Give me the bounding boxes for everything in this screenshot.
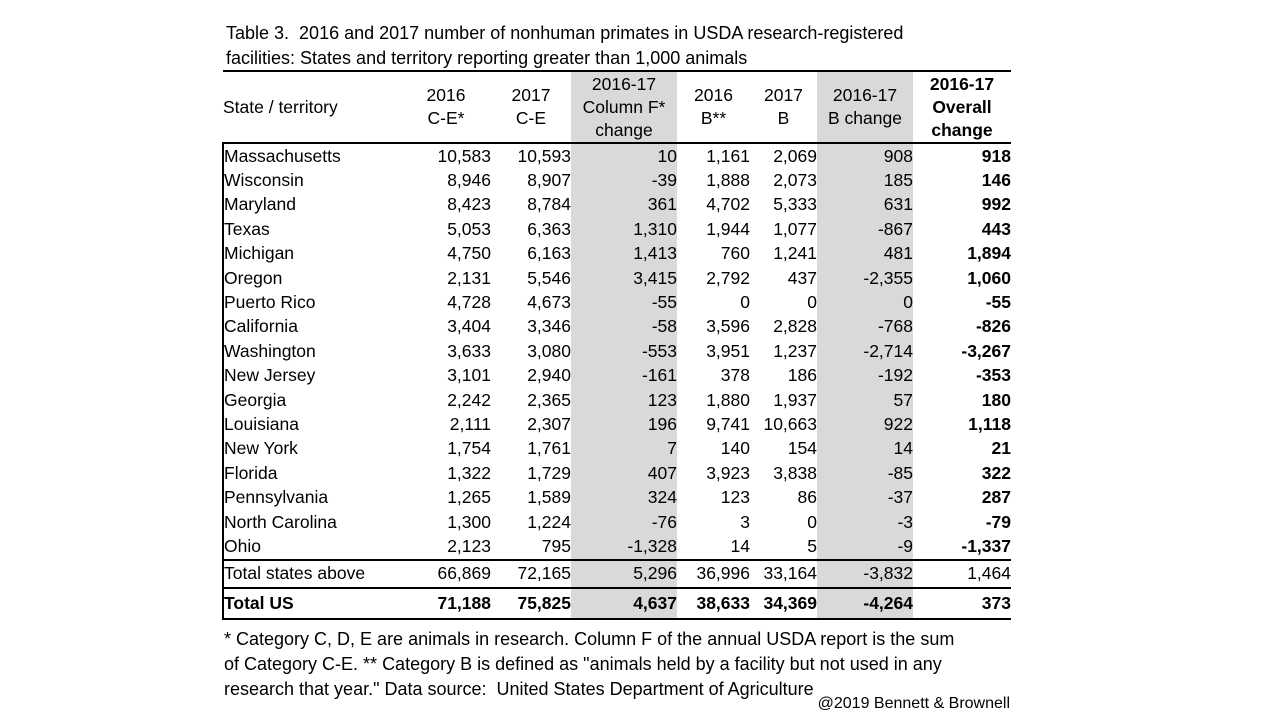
value-cell: 1,880	[706, 389, 750, 410]
value-cell: 361	[571, 193, 677, 217]
value-cell: 2,123	[447, 535, 491, 556]
state-name-cell: Oregon	[223, 266, 401, 290]
value-cell: 1,754	[447, 438, 491, 459]
value-cell: 1,241	[773, 243, 817, 264]
state-name-cell: Total states above	[223, 560, 401, 589]
value-cell: 72,165	[491, 560, 571, 589]
value-cell: 57	[817, 388, 913, 412]
value-cell: -79	[985, 511, 1011, 532]
value-cell: 185	[817, 168, 913, 192]
table-row	[223, 315, 1011, 339]
value-cell: 4,750	[447, 243, 491, 264]
value-cell: -39	[571, 168, 677, 192]
credit-line: @2019 Bennett & Brownell	[817, 695, 1010, 712]
value-cell: 0	[817, 290, 913, 314]
value-cell: 2,365	[527, 389, 571, 410]
table-row	[223, 168, 1011, 192]
value-cell: -37	[817, 485, 913, 509]
value-cell: 1,761	[527, 438, 571, 459]
value-cell: -161	[571, 364, 677, 388]
state-name-cell: North Carolina	[223, 510, 401, 534]
value-cell: 5	[807, 535, 817, 556]
state-name-cell: Florida	[223, 461, 401, 485]
value-cell: 1,944	[706, 218, 750, 239]
table-row	[223, 290, 1011, 314]
table-row	[223, 588, 1011, 619]
value-cell: 7	[571, 437, 677, 461]
value-cell: 1,310	[571, 217, 677, 241]
table-row	[223, 193, 1011, 217]
value-cell: 8,784	[527, 194, 571, 215]
value-cell: -192	[817, 364, 913, 388]
value-cell: 140	[720, 438, 750, 459]
value-cell: 1,060	[967, 267, 1011, 288]
value-cell: 2,940	[527, 365, 571, 386]
value-cell: -55	[985, 292, 1011, 313]
value-cell: 2,307	[527, 413, 571, 434]
table-row	[223, 339, 1011, 363]
table-caption-line-1: Table 3. 2016 and 2017 number of nonhuman primates in USDA research-registered	[226, 23, 904, 43]
value-cell: 38,633	[677, 588, 750, 619]
table-row	[223, 485, 1011, 509]
value-cell: 2,073	[773, 170, 817, 191]
state-name-cell: California	[223, 315, 401, 339]
footnote-line-2: of Category C-E. ** Category B is defined as "animals held by a facility but not used in any	[224, 653, 942, 674]
value-cell: 75,825	[491, 588, 571, 619]
value-cell: 8,423	[447, 194, 491, 215]
value-cell: 196	[571, 412, 677, 436]
state-name-cell: Washington	[223, 339, 401, 363]
state-name-cell: Massachusetts	[223, 143, 401, 168]
value-cell: 186	[787, 365, 817, 386]
value-cell: 3,346	[527, 316, 571, 337]
value-cell: 14	[817, 437, 913, 461]
value-cell: 1,118	[968, 413, 1011, 434]
value-cell: 1,894	[967, 243, 1011, 264]
value-cell: 21	[991, 438, 1011, 459]
table-row	[223, 364, 1011, 388]
value-cell: 1,589	[527, 487, 571, 508]
value-cell: 0	[807, 292, 817, 313]
value-cell: -85	[817, 461, 913, 485]
state-name-cell: Texas	[223, 217, 401, 241]
state-name-cell: Total US	[223, 588, 401, 619]
value-cell: 1,729	[527, 462, 571, 483]
table-row	[223, 242, 1011, 266]
value-cell: 3	[740, 511, 750, 532]
table-footnote	[224, 627, 1014, 701]
value-cell: 1,265	[447, 487, 491, 508]
state-name-cell: Louisiana	[223, 412, 401, 436]
value-cell: 922	[817, 412, 913, 436]
table-row	[223, 560, 1011, 589]
value-cell: 481	[817, 242, 913, 266]
table-body	[223, 143, 1011, 619]
value-cell: 3,596	[706, 316, 750, 337]
value-cell: -3,832	[817, 560, 913, 589]
state-name-cell: Pennsylvania	[223, 485, 401, 509]
value-cell: 5,333	[773, 194, 817, 215]
state-name-cell: New York	[223, 437, 401, 461]
value-cell: 1,413	[571, 242, 677, 266]
state-name-cell: Wisconsin	[223, 168, 401, 192]
value-cell: 1,888	[706, 170, 750, 191]
value-cell: 2,242	[447, 389, 491, 410]
value-cell: 154	[787, 438, 817, 459]
value-cell: -2,714	[817, 339, 913, 363]
value-cell: 0	[807, 511, 817, 532]
value-cell: 1,224	[527, 511, 571, 532]
value-cell: 3,415	[571, 266, 677, 290]
value-cell: 1,464	[913, 560, 1011, 589]
value-cell: 1,237	[773, 340, 817, 361]
value-cell: 2,111	[449, 413, 491, 434]
table-row	[223, 388, 1011, 412]
value-cell: 4,702	[706, 194, 750, 215]
value-cell: 14	[730, 535, 750, 556]
value-cell: 86	[797, 487, 817, 508]
value-cell: 8,907	[527, 170, 571, 191]
value-cell: 4,673	[527, 292, 571, 313]
state-name-cell: New Jersey	[223, 364, 401, 388]
table-row	[223, 412, 1011, 436]
value-cell: -3	[817, 510, 913, 534]
value-cell: 8,946	[447, 170, 491, 191]
value-cell: -1,328	[571, 534, 677, 559]
value-cell: 5,296	[571, 560, 677, 589]
col-header-2017-b: 2017 B	[750, 71, 817, 143]
table-row	[223, 143, 1011, 168]
value-cell: 287	[981, 487, 1011, 508]
value-cell: 760	[720, 243, 750, 264]
value-cell: 6,163	[527, 243, 571, 264]
value-cell: 146	[981, 170, 1011, 191]
value-cell: 443	[981, 218, 1011, 239]
col-header-overall-change: 2016-17 Overall change	[913, 71, 1011, 143]
footnote-line-3: research that year." Data source: United States Department of Agriculture	[224, 678, 814, 699]
value-cell: 1,322	[447, 462, 491, 483]
value-cell: 33,164	[750, 560, 817, 589]
value-cell: 2,828	[773, 316, 817, 337]
value-cell: 2,792	[706, 267, 750, 288]
value-cell: 2,131	[447, 267, 491, 288]
value-cell: -2,355	[817, 266, 913, 290]
table-row	[223, 266, 1011, 290]
value-cell: -826	[975, 316, 1011, 337]
value-cell: 795	[541, 535, 571, 556]
table-caption-line-2: facilities: States and territory reporting greater than 1,000 animals	[226, 48, 748, 68]
value-cell: 1,077	[773, 218, 817, 239]
value-cell: -76	[571, 510, 677, 534]
table-row	[223, 437, 1011, 461]
col-header-2016-b: 2016 B**	[677, 71, 750, 143]
value-cell: 3,923	[706, 462, 750, 483]
value-cell: -1,337	[961, 535, 1011, 556]
state-name-cell: Puerto Rico	[223, 290, 401, 314]
table-row	[223, 534, 1011, 559]
value-cell: 918	[981, 145, 1011, 166]
table-caption	[226, 21, 986, 71]
footnote-line-1: * Category C, D, E are animals in research. Column F of the annual USDA report is the sum	[224, 629, 955, 649]
value-cell: 992	[981, 194, 1011, 215]
primates-data-table	[222, 70, 1011, 620]
value-cell: 378	[720, 365, 750, 386]
value-cell: 34,369	[750, 588, 817, 619]
value-cell: -3,267	[961, 340, 1011, 361]
col-header-column-f-change: 2016-17 Column F* change	[571, 71, 677, 143]
value-cell: 324	[571, 485, 677, 509]
value-cell: 3,080	[527, 340, 571, 361]
value-cell: 3,101	[447, 365, 491, 386]
col-header-state-territory: State / territory	[223, 71, 401, 143]
value-cell: 5,546	[527, 267, 571, 288]
value-cell: 66,869	[401, 560, 491, 589]
col-header-2016-ce: 2016 C-E*	[401, 71, 491, 143]
value-cell: 407	[571, 461, 677, 485]
value-cell: 9,741	[706, 413, 750, 434]
value-cell: 10,663	[763, 413, 817, 434]
value-cell: 3,404	[447, 316, 491, 337]
value-cell: -9	[817, 534, 913, 559]
value-cell: 322	[981, 462, 1011, 483]
value-cell: 123	[571, 388, 677, 412]
value-cell: -553	[571, 339, 677, 363]
value-cell: 908	[817, 143, 913, 168]
state-name-cell: Georgia	[223, 388, 401, 412]
value-cell: -867	[817, 217, 913, 241]
value-cell: 0	[740, 292, 750, 313]
col-header-b-change: 2016-17 B change	[817, 71, 913, 143]
state-name-cell: Maryland	[223, 193, 401, 217]
value-cell: 1,937	[773, 389, 817, 410]
value-cell: 631	[817, 193, 913, 217]
col-header-2017-ce: 2017 C-E	[491, 71, 571, 143]
value-cell: 373	[913, 588, 1011, 619]
table-header-row	[223, 71, 1011, 143]
value-cell: -58	[571, 315, 677, 339]
table-row	[223, 217, 1011, 241]
value-cell: 6,363	[527, 218, 571, 239]
value-cell: 3,838	[773, 462, 817, 483]
value-cell: -55	[571, 290, 677, 314]
table-row	[223, 510, 1011, 534]
value-cell: 123	[720, 487, 750, 508]
state-name-cell: Michigan	[223, 242, 401, 266]
value-cell: 2,069	[773, 145, 817, 166]
value-cell: 180	[981, 389, 1011, 410]
value-cell: 3,633	[447, 340, 491, 361]
value-cell: 10,593	[517, 145, 571, 166]
value-cell: 10	[571, 143, 677, 168]
value-cell: -4,264	[817, 588, 913, 619]
value-cell: 36,996	[677, 560, 750, 589]
value-cell: 71,188	[401, 588, 491, 619]
table-row	[223, 461, 1011, 485]
value-cell: 1,300	[447, 511, 491, 532]
value-cell: 5,053	[447, 218, 491, 239]
value-cell: 3,951	[706, 340, 750, 361]
value-cell: -353	[975, 365, 1011, 386]
value-cell: 4,637	[571, 588, 677, 619]
value-cell: 437	[787, 267, 817, 288]
value-cell: 4,728	[447, 292, 491, 313]
value-cell: -768	[817, 315, 913, 339]
state-name-cell: Ohio	[223, 534, 401, 559]
value-cell: 10,583	[437, 145, 491, 166]
value-cell: 1,161	[706, 145, 750, 166]
